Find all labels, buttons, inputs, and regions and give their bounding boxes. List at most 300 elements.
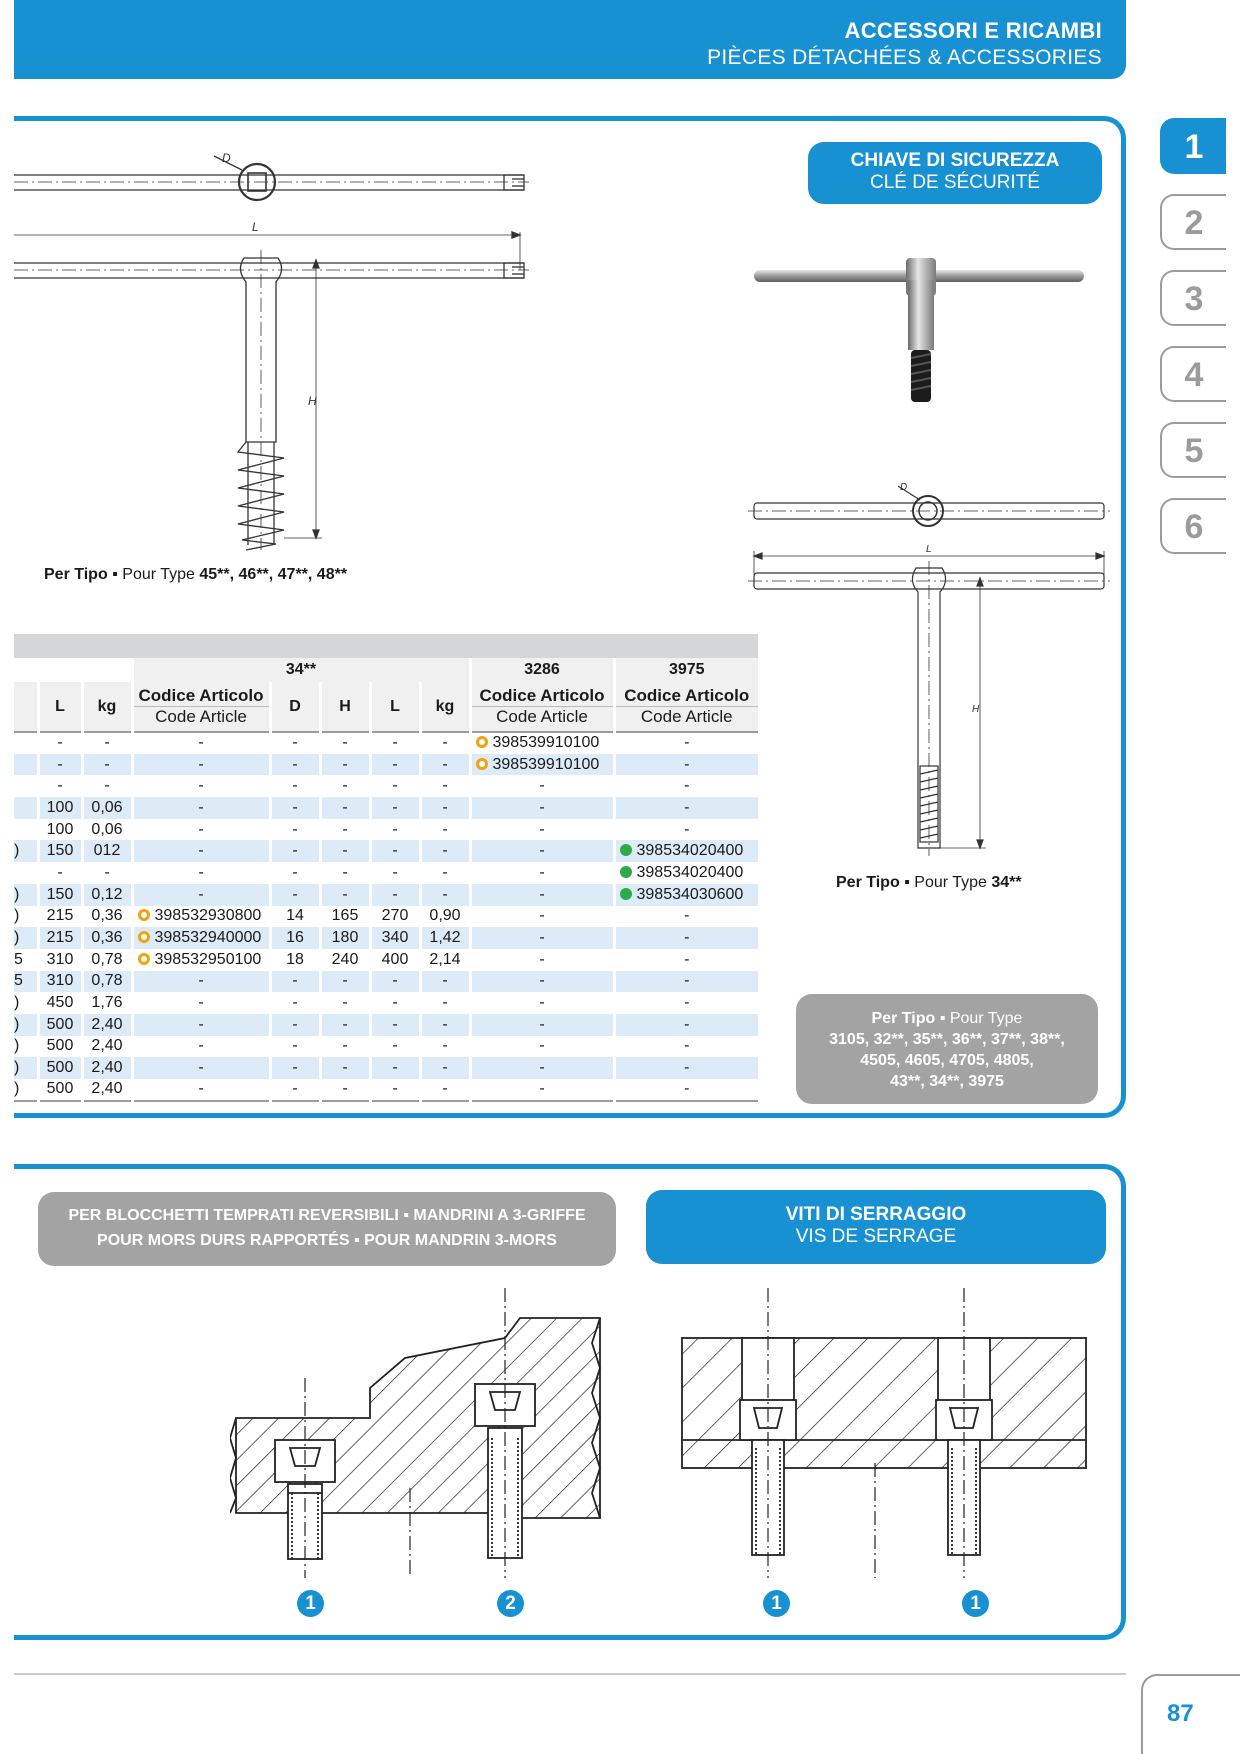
- cell-value: 100: [46, 798, 74, 816]
- page-header: [14, 0, 1126, 79]
- cell-D: [270, 754, 320, 776]
- cell-D: [270, 840, 320, 862]
- cell-L: [38, 840, 82, 862]
- cell-L2: [370, 1079, 420, 1101]
- table-row: [14, 1036, 758, 1058]
- cell-L: [38, 1036, 82, 1058]
- cell-code-34: [132, 732, 270, 754]
- cell-value: 500: [46, 1080, 74, 1098]
- table-row: [14, 884, 758, 906]
- cell-L2: [370, 819, 420, 841]
- cell-value: -: [198, 820, 204, 838]
- cell-kg2: [420, 1014, 470, 1036]
- cell-value: -: [684, 1037, 690, 1055]
- cell-value: -: [539, 1059, 545, 1077]
- cell-code-34: [132, 1079, 270, 1101]
- cell-value: 5: [14, 972, 23, 990]
- cell-value: -: [684, 929, 690, 947]
- clamping-screws-title: [646, 1190, 1106, 1264]
- cell-code-3286: [470, 775, 614, 797]
- cell-D: [270, 992, 320, 1014]
- cell-L: [38, 732, 82, 754]
- table-row: [14, 949, 758, 971]
- cell-code-3975: [614, 1057, 758, 1079]
- cell-value: -: [198, 972, 204, 990]
- green-dot-marker: [620, 888, 632, 900]
- cell-value: -: [342, 863, 348, 881]
- cell-value: ): [14, 1037, 20, 1055]
- cell-value: ): [14, 907, 20, 925]
- cell-value: 012: [93, 842, 121, 860]
- cell-value: -: [104, 755, 110, 773]
- cell-lead: [14, 754, 38, 776]
- cell-value: 16: [286, 929, 304, 947]
- cell-code-3975: [614, 1036, 758, 1058]
- cell-value: -: [392, 885, 398, 903]
- col-header-d: D: [270, 682, 320, 732]
- cell-value: -: [292, 1080, 298, 1098]
- cell-value: -: [104, 777, 110, 795]
- cell-L2: [370, 906, 420, 928]
- security-key-title-fr: CLÉ DE SÉCURITÉ: [870, 172, 1040, 193]
- cell-H: [320, 1057, 370, 1079]
- cell-code-3286: [470, 992, 614, 1014]
- cell-H: [320, 862, 370, 884]
- cell-value: -: [539, 798, 545, 816]
- caption-right-sep: ▪: [899, 874, 915, 891]
- cell-value: 0,90: [429, 907, 461, 925]
- cell-kg: [82, 949, 132, 971]
- table-row: [14, 775, 758, 797]
- cell-value: -: [684, 755, 690, 773]
- t-key-drawing-left: [14, 140, 534, 560]
- cell-H: [320, 797, 370, 819]
- cell-value: -: [442, 863, 448, 881]
- cell-value: -: [442, 798, 448, 816]
- cell-value: -: [292, 777, 298, 795]
- cell-L: [38, 1079, 82, 1101]
- cell-value: -: [292, 972, 298, 990]
- green-dot-marker: [620, 844, 632, 856]
- caption-left-normal: Pour Type: [122, 566, 195, 583]
- cell-value: 400: [381, 950, 409, 968]
- cell-value: ): [14, 885, 20, 903]
- cell-value: -: [442, 972, 448, 990]
- orange-ring-marker: [476, 736, 488, 748]
- dim-label-h: H: [308, 394, 317, 408]
- cell-L2: [370, 927, 420, 949]
- cell-value: 215: [46, 929, 74, 947]
- cell-value: -: [539, 820, 545, 838]
- cell-value: -: [342, 842, 348, 860]
- cell-value: -: [342, 755, 348, 773]
- cell-D: [270, 971, 320, 993]
- cell-value: -: [342, 1037, 348, 1055]
- chapter-tab-6[interactable]: 6: [1160, 498, 1226, 554]
- cell-lead: [14, 797, 38, 819]
- cell-value: ): [14, 929, 20, 947]
- cell-code-3286: [470, 1057, 614, 1079]
- cell-value: -: [684, 1015, 690, 1033]
- cell-value: -: [684, 777, 690, 795]
- cell-kg2: [420, 992, 470, 1014]
- cell-L: [38, 862, 82, 884]
- cell-kg2: [420, 1079, 470, 1101]
- cell-kg2: [420, 754, 470, 776]
- cell-value: 0,06: [91, 798, 123, 816]
- cell-value: 150: [46, 842, 74, 860]
- table-row: [14, 862, 758, 884]
- cell-code-34: [132, 906, 270, 928]
- cell-code-3286: [470, 840, 614, 862]
- cell-value: 14: [286, 907, 304, 925]
- cell-L2: [370, 992, 420, 1014]
- cell-L: [38, 754, 82, 776]
- table-row: [14, 971, 758, 993]
- cell-value: 2,40: [91, 1080, 123, 1098]
- marker-2: 2: [497, 1590, 524, 1617]
- cell-kg: [82, 754, 132, 776]
- cell-code-3286: [470, 1079, 614, 1101]
- cell-H: [320, 1036, 370, 1058]
- cell-D: [270, 1036, 320, 1058]
- cell-value: -: [342, 798, 348, 816]
- cell-kg: [82, 862, 132, 884]
- table-row: [14, 754, 758, 776]
- col-header-h: H: [320, 682, 370, 732]
- cell-L: [38, 1014, 82, 1036]
- cell-value: 310: [46, 950, 74, 968]
- cell-code-3286: [470, 906, 614, 928]
- cell-L2: [370, 949, 420, 971]
- t-key-drawing-right: [748, 476, 1118, 856]
- cell-value: -: [539, 972, 545, 990]
- cell-D: [270, 862, 320, 884]
- cell-code-3975: [614, 754, 758, 776]
- cell-D: [270, 1057, 320, 1079]
- cell-value: -: [684, 820, 690, 838]
- cell-value: -: [198, 755, 204, 773]
- cell-kg2: [420, 840, 470, 862]
- orange-ring-marker: [138, 953, 150, 965]
- cell-value: 0,36: [91, 907, 123, 925]
- caption-types-left: [44, 566, 347, 584]
- cell-value: -: [198, 1037, 204, 1055]
- cell-L2: [370, 754, 420, 776]
- clamping-screws-title-it: VITI DI SERRAGGIO: [785, 1204, 967, 1225]
- cell-code-3286: [470, 862, 614, 884]
- cell-L: [38, 992, 82, 1014]
- col-header-code-34: Codice Articolo Code Article: [132, 682, 270, 732]
- cell-value: -: [57, 734, 63, 752]
- cell-value: -: [539, 885, 545, 903]
- cell-kg2: [420, 1057, 470, 1079]
- cell-value: 398539910100: [492, 755, 600, 773]
- cell-value: -: [442, 1059, 448, 1077]
- cell-L2: [370, 732, 420, 754]
- cell-kg: [82, 971, 132, 993]
- cell-H: [320, 775, 370, 797]
- group-header-3286: 3286: [470, 658, 614, 682]
- cell-value: -: [292, 1059, 298, 1077]
- group-header-3975: 3975: [614, 658, 758, 682]
- cell-code-34: [132, 1014, 270, 1036]
- cell-value: 500: [46, 1015, 74, 1033]
- cell-H: [320, 732, 370, 754]
- cell-value: ): [14, 994, 20, 1012]
- cell-lead: [14, 949, 38, 971]
- orange-ring-marker: [476, 758, 488, 770]
- cell-value: -: [442, 885, 448, 903]
- cell-value: -: [442, 777, 448, 795]
- cell-L2: [370, 971, 420, 993]
- cell-value: -: [198, 798, 204, 816]
- cell-D: [270, 819, 320, 841]
- cell-value: -: [442, 994, 448, 1012]
- caption-left-types: 45**, 46**, 47**, 48**: [199, 566, 348, 583]
- chapter-tab-3[interactable]: 3: [1160, 270, 1226, 326]
- cell-value: -: [539, 950, 545, 968]
- cell-code-3286: [470, 754, 614, 776]
- cell-lead: [14, 927, 38, 949]
- header-subtitle: PIÈCES DÉTACHÉES & ACCESSORIES: [707, 46, 1102, 69]
- green-dot-marker: [620, 866, 632, 878]
- cell-code-3975: [614, 884, 758, 906]
- cell-D: [270, 775, 320, 797]
- cell-lead: [14, 1057, 38, 1079]
- orange-ring-marker: [138, 909, 150, 921]
- cell-value: -: [198, 842, 204, 860]
- table-row: [14, 1057, 758, 1079]
- cell-value: -: [442, 1015, 448, 1033]
- cell-value: -: [392, 972, 398, 990]
- cell-code-34: [132, 754, 270, 776]
- cell-L2: [370, 862, 420, 884]
- table-row: [14, 732, 758, 754]
- cell-value: -: [392, 1015, 398, 1033]
- col-header-kg2: kg: [420, 682, 470, 732]
- cell-value: 450: [46, 994, 74, 1012]
- cell-code-3975: [614, 971, 758, 993]
- cell-kg: [82, 819, 132, 841]
- cell-value: -: [292, 734, 298, 752]
- table-top-band: [14, 634, 758, 658]
- cell-D: [270, 797, 320, 819]
- t-key-photo: [748, 250, 1088, 410]
- table-row: [14, 906, 758, 928]
- cell-code-3975: [614, 992, 758, 1014]
- cell-value: 1,76: [91, 994, 123, 1012]
- cell-code-3286: [470, 1036, 614, 1058]
- cell-H: [320, 971, 370, 993]
- table-row: [14, 1014, 758, 1036]
- cell-value: -: [292, 863, 298, 881]
- cell-kg2: [420, 862, 470, 884]
- cell-L: [38, 906, 82, 928]
- cell-value: -: [684, 1059, 690, 1077]
- cell-lead: [14, 1079, 38, 1101]
- cell-value: -: [539, 1015, 545, 1033]
- table-body: [14, 732, 758, 1101]
- security-key-title: [808, 142, 1102, 204]
- reversible-jaws-title: [38, 1192, 616, 1266]
- cell-code-34: [132, 819, 270, 841]
- cell-value: -: [442, 820, 448, 838]
- cell-L2: [370, 775, 420, 797]
- cell-value: -: [342, 1080, 348, 1098]
- compat-line4: 43**, 34**, 3975: [890, 1073, 1004, 1090]
- cell-L: [38, 819, 82, 841]
- cell-value: -: [684, 950, 690, 968]
- cell-kg: [82, 884, 132, 906]
- table-row: [14, 992, 758, 1014]
- cell-code-34: [132, 797, 270, 819]
- cell-value: 150: [46, 885, 74, 903]
- cell-value: -: [342, 777, 348, 795]
- cell-value: 398532950100: [154, 950, 262, 968]
- cell-value: -: [57, 755, 63, 773]
- cell-value: -: [392, 1059, 398, 1077]
- security-key-title-it: CHIAVE DI SICUREZZA: [850, 150, 1060, 171]
- cell-H: [320, 840, 370, 862]
- cell-value: -: [292, 885, 298, 903]
- cell-kg2: [420, 927, 470, 949]
- cell-D: [270, 906, 320, 928]
- cell-value: 240: [331, 950, 359, 968]
- cell-value: -: [198, 1059, 204, 1077]
- cell-value: -: [442, 842, 448, 860]
- cell-kg: [82, 906, 132, 928]
- security-key-table: [14, 634, 758, 1102]
- table-row: [14, 1079, 758, 1101]
- chapter-tab-2[interactable]: 2: [1160, 194, 1226, 250]
- cell-value: ): [14, 1015, 20, 1033]
- cell-value: -: [198, 994, 204, 1012]
- caption-right-normal: Pour Type: [914, 874, 987, 891]
- dim-label-h-right: H: [972, 704, 980, 715]
- cell-H: [320, 927, 370, 949]
- cell-H: [320, 754, 370, 776]
- cell-D: [270, 732, 320, 754]
- chapter-tab-4[interactable]: 4: [1160, 346, 1226, 402]
- cell-kg2: [420, 732, 470, 754]
- cell-value: -: [57, 777, 63, 795]
- cell-value: -: [684, 1080, 690, 1098]
- cell-value: -: [684, 907, 690, 925]
- table-row: [14, 927, 758, 949]
- cell-code-3975: [614, 1014, 758, 1036]
- cell-kg: [82, 992, 132, 1014]
- cell-value: 2,40: [91, 1059, 123, 1077]
- page-number: 87: [1141, 1674, 1240, 1754]
- cell-code-34: [132, 927, 270, 949]
- cell-value: -: [342, 972, 348, 990]
- cell-value: 500: [46, 1037, 74, 1055]
- caption-right-bold: Per Tipo: [836, 874, 900, 891]
- cell-code-3286: [470, 949, 614, 971]
- dim-label-l: L: [252, 220, 259, 234]
- clamping-screws-title-fr: VIS DE SERRAGE: [795, 1226, 957, 1247]
- cell-value: -: [292, 755, 298, 773]
- cell-kg2: [420, 797, 470, 819]
- cell-L: [38, 1057, 82, 1079]
- marker-1-left: 1: [297, 1590, 324, 1617]
- cell-code-3975: [614, 1079, 758, 1101]
- cell-kg2: [420, 971, 470, 993]
- cell-value: 2,40: [91, 1015, 123, 1033]
- cell-H: [320, 949, 370, 971]
- cell-value: -: [342, 885, 348, 903]
- marker-1-mid: 1: [763, 1590, 790, 1617]
- compat-line2: 3105, 32**, 35**, 36**, 37**, 38**,: [829, 1031, 1065, 1048]
- cell-value: 0,36: [91, 929, 123, 947]
- cell-kg: [82, 1036, 132, 1058]
- cell-value: 165: [331, 907, 359, 925]
- table-row: [14, 819, 758, 841]
- cell-code-3975: [614, 862, 758, 884]
- cell-kg: [82, 797, 132, 819]
- cell-kg: [82, 840, 132, 862]
- cell-lead: [14, 1036, 38, 1058]
- group-header-34: 34**: [132, 658, 470, 682]
- cell-value: -: [342, 734, 348, 752]
- cell-value: 1,42: [429, 929, 461, 947]
- cell-value: -: [198, 863, 204, 881]
- cell-lead: [14, 819, 38, 841]
- cell-kg2: [420, 819, 470, 841]
- cell-value: -: [57, 863, 63, 881]
- cell-value: ): [14, 1080, 20, 1098]
- cell-value: -: [392, 1037, 398, 1055]
- cell-L2: [370, 797, 420, 819]
- cell-value: -: [539, 777, 545, 795]
- cell-value: -: [342, 820, 348, 838]
- cell-code-3286: [470, 819, 614, 841]
- cell-value: -: [392, 734, 398, 752]
- cell-kg: [82, 927, 132, 949]
- footer-rule: [14, 1673, 1126, 1675]
- reversible-jaws-title-fr: POUR MORS DURS RAPPORTÉS ▪ POUR MANDRIN 3-MORS: [97, 1232, 557, 1249]
- cell-value: -: [392, 863, 398, 881]
- cell-value: -: [198, 734, 204, 752]
- cell-kg: [82, 1014, 132, 1036]
- cell-code-3286: [470, 971, 614, 993]
- chapter-tab-5[interactable]: 5: [1160, 422, 1226, 478]
- cell-kg: [82, 1079, 132, 1101]
- cell-H: [320, 906, 370, 928]
- cell-L: [38, 971, 82, 993]
- cell-lead: [14, 971, 38, 993]
- cell-value: -: [539, 994, 545, 1012]
- cell-H: [320, 1014, 370, 1036]
- cell-kg: [82, 775, 132, 797]
- cell-value: 215: [46, 907, 74, 925]
- cell-code-3286: [470, 732, 614, 754]
- chapter-tab-1[interactable]: 1: [1160, 118, 1226, 174]
- cell-value: 180: [331, 929, 359, 947]
- cell-D: [270, 949, 320, 971]
- col-header-l: L: [38, 682, 82, 732]
- cell-value: 2,40: [91, 1037, 123, 1055]
- cell-code-3975: [614, 949, 758, 971]
- cell-L: [38, 884, 82, 906]
- table-group-header-row: [14, 658, 758, 682]
- marker-1-right: 1: [962, 1590, 989, 1617]
- cell-value: -: [198, 885, 204, 903]
- cell-code-34: [132, 949, 270, 971]
- cell-value: -: [684, 734, 690, 752]
- cell-value: -: [539, 929, 545, 947]
